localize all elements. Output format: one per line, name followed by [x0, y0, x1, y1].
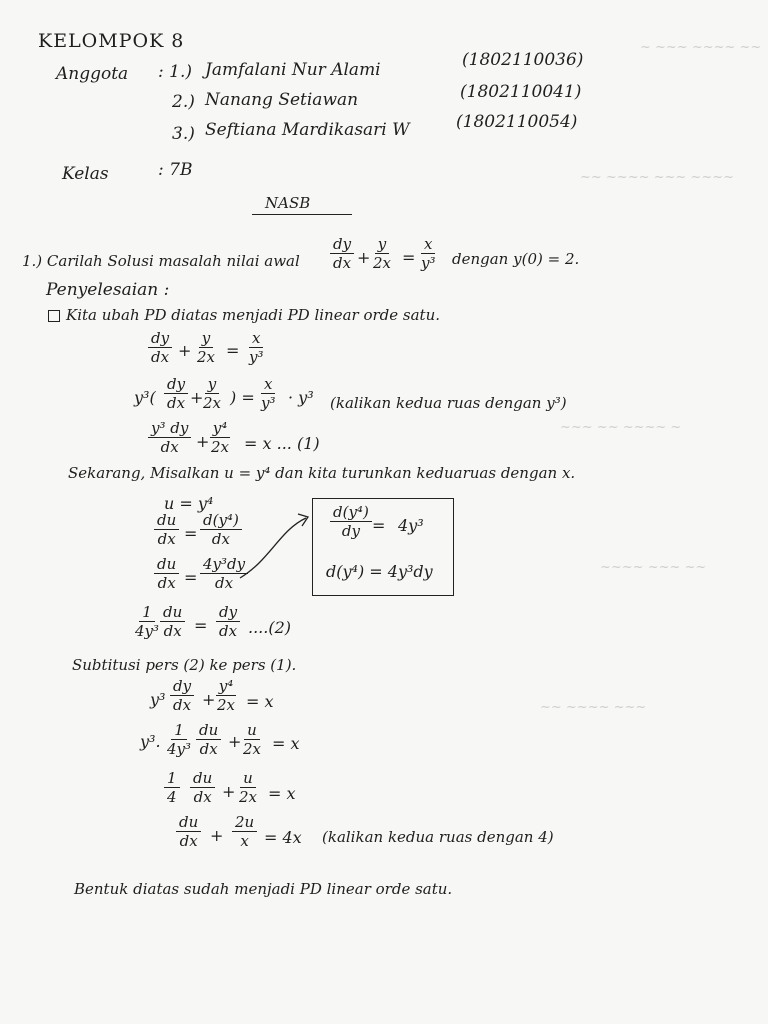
denominator: dx	[167, 394, 186, 412]
numerator: y	[205, 376, 219, 394]
plus-sign: +	[357, 248, 371, 267]
s1-rhs: = x	[246, 692, 274, 711]
step2-lead: y³(	[134, 388, 156, 407]
numerator: du	[196, 722, 221, 740]
numerator: d(y⁴)	[330, 504, 372, 522]
substitute-text: Subtitusi pers (2) ke pers (1).	[72, 656, 297, 674]
s4-2u-over-x	[232, 814, 257, 849]
problem-suffix: dengan y(0) = 2.	[452, 250, 580, 268]
denominator: dx	[199, 740, 218, 758]
member-3-name: Seftiana Mardikasari W	[205, 120, 410, 140]
equals-sign: =	[402, 248, 416, 267]
numerator: dy	[216, 604, 240, 622]
member-1-id: (1802110036)	[462, 50, 584, 70]
numerator: dy	[148, 330, 172, 348]
denominator: dx	[163, 622, 182, 640]
denominator: 2x	[197, 348, 216, 366]
s2-rhs: = x	[272, 734, 300, 753]
s3-u-over-2x	[236, 770, 260, 805]
s3-rhs: = x	[268, 784, 296, 803]
numerator: 2u	[232, 814, 257, 832]
class-value: : 7B	[158, 160, 193, 180]
denominator: dx	[215, 574, 234, 592]
denominator: y³	[421, 254, 436, 272]
numerator: u	[240, 770, 256, 788]
member-1-name: Jamfalani Nur Alami	[205, 60, 381, 80]
numerator: x	[261, 376, 275, 394]
numerator: x	[421, 236, 435, 254]
member-3-id: (1802110054)	[456, 112, 578, 132]
denominator: dy	[341, 522, 360, 540]
box-line2: d(y⁴) = 4y³dy	[326, 562, 433, 581]
step2-times: · y³	[288, 388, 314, 407]
page-title: NASB	[265, 194, 311, 212]
numerator: du	[190, 770, 215, 788]
s2-lead: y³.	[140, 732, 161, 751]
numerator: y	[199, 330, 213, 348]
equals-sign: =	[372, 516, 386, 535]
s4-dudx	[176, 814, 201, 849]
denominator: dx	[219, 622, 238, 640]
denominator: 2x	[373, 254, 392, 272]
denominator: dx	[179, 832, 198, 850]
du3-dydx	[216, 604, 240, 639]
denominator: dx	[160, 438, 179, 456]
problem-prefix: 1.) Carilah Solusi masalah nilai awal	[22, 252, 300, 270]
member-2-name: Nanang Setiawan	[205, 90, 359, 110]
box-rhs: 4y³	[398, 516, 424, 535]
equals-sign: =	[194, 616, 208, 635]
denominator: 2x	[211, 438, 230, 456]
plus-sign: +	[228, 732, 242, 751]
s4-note: (kalikan kedua ruas dengan 4)	[322, 828, 554, 846]
denominator: dx	[173, 696, 192, 714]
denominator: 2x	[217, 696, 236, 714]
s3-one-over-4	[164, 770, 180, 805]
numerator: x	[249, 330, 263, 348]
numerator: dy	[164, 376, 188, 394]
du3-one-over-4y3	[132, 604, 162, 639]
bleed-through-text: ~~~~ ~~~ ~~	[600, 560, 707, 575]
denominator: x	[240, 832, 249, 850]
s2-dudx	[196, 722, 221, 757]
numerator: dy	[170, 678, 194, 696]
equals-sign: =	[226, 341, 240, 360]
substitution-text: Sekarang, Misalkan u = y⁴ dan kita turunkan keduaruas dengan x.	[68, 464, 576, 482]
s4-rhs: = 4x	[264, 828, 302, 847]
members-label: Anggota	[56, 64, 129, 84]
denominator: dx	[157, 574, 176, 592]
conclusion-text: Bentuk diatas sudah menjadi PD linear orde satu.	[74, 880, 453, 898]
plus-sign: +	[222, 782, 236, 801]
s1-y4-over-2x	[214, 678, 238, 713]
denominator: dx	[193, 788, 212, 806]
denominator: 4y³	[167, 740, 192, 758]
denominator: dx	[211, 530, 230, 548]
class-label: Kelas	[62, 164, 109, 184]
plus-sign: +	[196, 432, 210, 451]
s2-u-over-2x	[240, 722, 264, 757]
denominator: 4y³	[135, 622, 160, 640]
member-2-number: 2.)	[172, 92, 195, 112]
solution-intro: Kita ubah PD diatas menjadi PD linear orde satu.	[66, 306, 441, 324]
numerator: dy	[330, 236, 354, 254]
u-definition: u = y⁴	[164, 494, 214, 513]
numerator: du	[154, 556, 179, 574]
denominator: dx	[333, 254, 352, 272]
denominator: dx	[151, 348, 170, 366]
numerator: u	[244, 722, 260, 740]
numerator: 1	[171, 722, 187, 740]
bleed-through-text: ~ ~~~ ~~~~ ~~	[640, 40, 762, 55]
s1-dydx	[170, 678, 194, 713]
numerator: du	[176, 814, 201, 832]
numerator: 4y³dy	[200, 556, 248, 574]
numerator: du	[160, 604, 185, 622]
numerator: y³ dy	[148, 420, 191, 438]
member-1-number: : 1.)	[158, 62, 192, 82]
bleed-through-text: ~~ ~~~~ ~~~	[540, 700, 647, 715]
denominator: dx	[157, 530, 176, 548]
bleed-through-text: ~~~ ~~ ~~~~ ~	[560, 420, 682, 435]
equals-sign: =	[184, 524, 198, 543]
equation-tag-2: ....(2)	[248, 618, 292, 637]
denominator: y³	[261, 394, 276, 412]
s1-y3: y³	[150, 690, 166, 709]
denominator: 2x	[243, 740, 262, 758]
step2-note: (kalikan kedua ruas dengan y³)	[330, 394, 567, 412]
denominator: y³	[249, 348, 264, 366]
numerator: du	[154, 512, 179, 530]
member-3-number: 3.)	[172, 124, 195, 144]
du3-dudx	[160, 604, 185, 639]
s2-one-over-4y3	[164, 722, 194, 757]
plus-sign: +	[190, 388, 204, 407]
s3-dudx	[190, 770, 215, 805]
numerator: d(y⁴)	[200, 512, 242, 530]
numerator: 1	[164, 770, 180, 788]
numerator: y⁴	[216, 678, 237, 696]
numerator: y⁴	[210, 420, 231, 438]
plus-sign: +	[178, 341, 192, 360]
plus-sign: +	[210, 826, 224, 845]
denominator: 2x	[239, 788, 258, 806]
equals-sign: =	[184, 568, 198, 587]
numerator: y	[375, 236, 389, 254]
denominator: 4	[167, 788, 177, 806]
numerator: 1	[139, 604, 155, 622]
solution-heading: Penyelesaian :	[46, 280, 170, 300]
group-name: KELOMPOK 8	[38, 30, 185, 52]
member-2-id: (1802110041)	[460, 82, 582, 102]
bleed-through-text: ~~ ~~~~ ~~~ ~~~~	[580, 170, 735, 185]
step2-close: ) =	[230, 388, 255, 407]
denominator: 2x	[203, 394, 222, 412]
plus-sign: +	[202, 690, 216, 709]
step3-rhs: = x ... (1)	[244, 434, 320, 453]
